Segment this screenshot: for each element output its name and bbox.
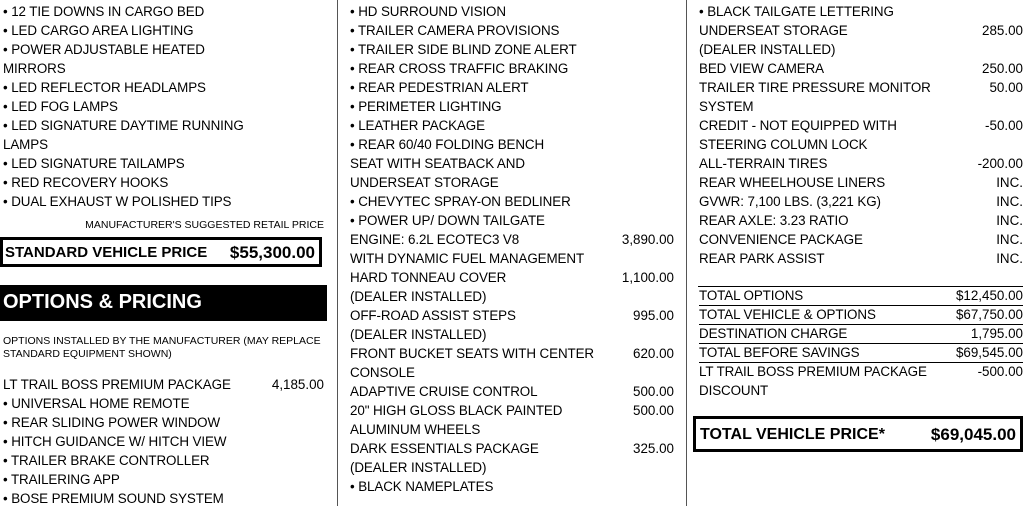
line-item-text: REAR PARK ASSIST	[699, 251, 825, 266]
package-item: • BOSE PREMIUM SOUND SYSTEM	[3, 491, 224, 506]
standard-price-label: STANDARD VEHICLE PRICE	[5, 244, 208, 261]
line-item-amount: $67,750.00	[955, 307, 1023, 322]
feature-line: • LED FOG LAMPS	[3, 99, 118, 114]
line-item-amount: $12,450.00	[955, 288, 1023, 303]
line-item-text: ADAPTIVE CRUISE CONTROL	[350, 384, 538, 399]
feature-line: LAMPS	[3, 137, 48, 152]
line-item-text: • CHEVYTEC SPRAY-ON BEDLINER	[350, 194, 571, 209]
line-item-text: • BLACK NAMEPLATES	[350, 479, 494, 494]
line-item-text: DARK ESSENTIALS PACKAGE	[350, 441, 539, 456]
line-item-text: • LEATHER PACKAGE	[350, 118, 485, 133]
line-item-amount: 620.00	[633, 346, 674, 361]
feature-line: • LED CARGO AREA LIGHTING	[3, 23, 194, 38]
line-item-text: HARD TONNEAU COVER	[350, 270, 507, 285]
line-item-amount: 3,890.00	[621, 232, 674, 247]
line-item-amount: -200.00	[977, 156, 1023, 171]
column-divider-2	[686, 0, 687, 506]
line-item-text: SEAT WITH SEATBACK AND	[350, 156, 525, 171]
column-2	[339, 0, 685, 506]
line-item-text: (DEALER INSTALLED)	[699, 42, 836, 57]
total-price-box	[693, 416, 1023, 452]
line-item-text: • TRAILER CAMERA PROVISIONS	[350, 23, 560, 38]
line-item-amount: 500.00	[633, 384, 674, 399]
package-item: • HITCH GUIDANCE W/ HITCH VIEW	[3, 434, 227, 449]
line-item-text: TOTAL BEFORE SAVINGS	[699, 345, 860, 360]
line-item-text: STEERING COLUMN LOCK	[699, 137, 868, 152]
line-item-amount: INC.	[996, 232, 1023, 247]
line-item-text: LT TRAIL BOSS PREMIUM PACKAGE	[699, 364, 927, 379]
line-item-text: • REAR 60/40 FOLDING BENCH	[350, 137, 545, 152]
line-item-text: CONSOLE	[350, 365, 415, 380]
totals-rule	[698, 286, 1023, 287]
feature-line: MIRRORS	[3, 61, 66, 76]
feature-line: • 12 TIE DOWNS IN CARGO BED	[3, 4, 205, 19]
line-item-text: • TRAILER SIDE BLIND ZONE ALERT	[350, 42, 577, 57]
line-item-text: (DEALER INSTALLED)	[350, 327, 487, 342]
line-item-text: FRONT BUCKET SEATS WITH CENTER	[350, 346, 595, 361]
feature-line: • POWER ADJUSTABLE HEATED	[3, 42, 205, 57]
line-item-text: CREDIT - NOT EQUIPPED WITH	[699, 118, 897, 133]
line-item-amount: 50.00	[989, 80, 1023, 95]
line-item-amount: INC.	[996, 175, 1023, 190]
package-price: 4,185.00	[271, 377, 324, 392]
options-header	[0, 285, 327, 321]
feature-line: • LED SIGNATURE DAYTIME RUNNING	[3, 118, 244, 133]
line-item-text: REAR WHEELHOUSE LINERS	[699, 175, 886, 190]
line-item-amount: INC.	[996, 194, 1023, 209]
line-item-text: OFF-ROAD ASSIST STEPS	[350, 308, 516, 323]
line-item-text: • REAR PEDESTRIAN ALERT	[350, 80, 529, 95]
line-item-text: • REAR CROSS TRAFFIC BRAKING	[350, 61, 569, 76]
line-item-amount: INC.	[996, 213, 1023, 228]
line-item-text: ALL-TERRAIN TIRES	[699, 156, 828, 171]
line-item-text: REAR AXLE: 3.23 RATIO	[699, 213, 849, 228]
line-item-text: DISCOUNT	[699, 383, 769, 398]
line-item-text: SYSTEM	[699, 99, 754, 114]
line-item-text: TRAILER TIRE PRESSURE MONITOR	[699, 80, 931, 95]
line-item-text: GVWR: 7,100 LBS. (3,221 KG)	[699, 194, 881, 209]
line-item-amount: $69,545.00	[955, 345, 1023, 360]
package-item: • REAR SLIDING POWER WINDOW	[3, 415, 220, 430]
total-price-label: TOTAL VEHICLE PRICE*	[700, 426, 885, 443]
line-item-amount: 995.00	[633, 308, 674, 323]
line-item-text: (DEALER INSTALLED)	[350, 460, 487, 475]
line-item-text: 20" HIGH GLOSS BLACK PAINTED	[350, 403, 563, 418]
line-item-amount: 250.00	[982, 61, 1023, 76]
line-item-text: DESTINATION CHARGE	[699, 326, 848, 341]
total-price-value: $69,045.00	[930, 425, 1016, 444]
line-item-amount: -500.00	[977, 364, 1023, 379]
column-divider-1	[337, 0, 338, 506]
line-item-text: • POWER UP/ DOWN TAILGATE	[350, 213, 545, 228]
package-item: • TRAILERING APP	[3, 472, 120, 487]
line-item-text: (DEALER INSTALLED)	[350, 289, 487, 304]
options-header-title: OPTIONS & PRICING	[3, 291, 202, 313]
line-item-text: UNDERSEAT STORAGE	[350, 175, 499, 190]
line-item-text: UNDERSEAT STORAGE	[699, 23, 848, 38]
msrp-label: MANUFACTURER'S SUGGESTED RETAIL PRICE	[85, 219, 324, 231]
line-item-amount: 1,100.00	[621, 270, 674, 285]
line-item-text: ENGINE: 6.2L ECOTEC3 V8	[350, 232, 520, 247]
line-item-text: WITH DYNAMIC FUEL MANAGEMENT	[350, 251, 585, 266]
feature-line: • LED SIGNATURE TAILAMPS	[3, 156, 185, 171]
package-item: • TRAILER BRAKE CONTROLLER	[3, 453, 210, 468]
line-item-text: • PERIMETER LIGHTING	[350, 99, 502, 114]
options-note-line-2: STANDARD EQUIPMENT SHOWN)	[3, 348, 172, 360]
line-item-text: BED VIEW CAMERA	[699, 61, 824, 76]
line-item-text: CONVENIENCE PACKAGE	[699, 232, 863, 247]
line-item-text: • BLACK TAILGATE LETTERING	[699, 4, 894, 19]
line-item-text: ALUMINUM WHEELS	[350, 422, 481, 437]
feature-line: • DUAL EXHAUST W POLISHED TIPS	[3, 194, 232, 209]
package-name: LT TRAIL BOSS PREMIUM PACKAGE	[3, 377, 231, 392]
package-item: • UNIVERSAL HOME REMOTE	[3, 396, 190, 411]
line-item-amount: 1,795.00	[970, 326, 1023, 341]
standard-price-value: $55,300.00	[229, 243, 315, 262]
line-item-text: TOTAL OPTIONS	[699, 288, 804, 303]
line-item-amount: 325.00	[633, 441, 674, 456]
standard-price-box	[0, 237, 322, 267]
options-note-line-1: OPTIONS INSTALLED BY THE MANUFACTURER (MAY REPLACE	[3, 335, 321, 347]
line-item-text: TOTAL VEHICLE & OPTIONS	[699, 307, 876, 322]
feature-line: • RED RECOVERY HOOKS	[3, 175, 169, 190]
line-item-text: • HD SURROUND VISION	[350, 4, 506, 19]
feature-line: • LED REFLECTOR HEADLAMPS	[3, 80, 206, 95]
line-item-amount: 285.00	[982, 23, 1023, 38]
line-item-amount: 500.00	[633, 403, 674, 418]
line-item-amount: -50.00	[985, 118, 1023, 133]
line-item-amount: INC.	[996, 251, 1023, 266]
